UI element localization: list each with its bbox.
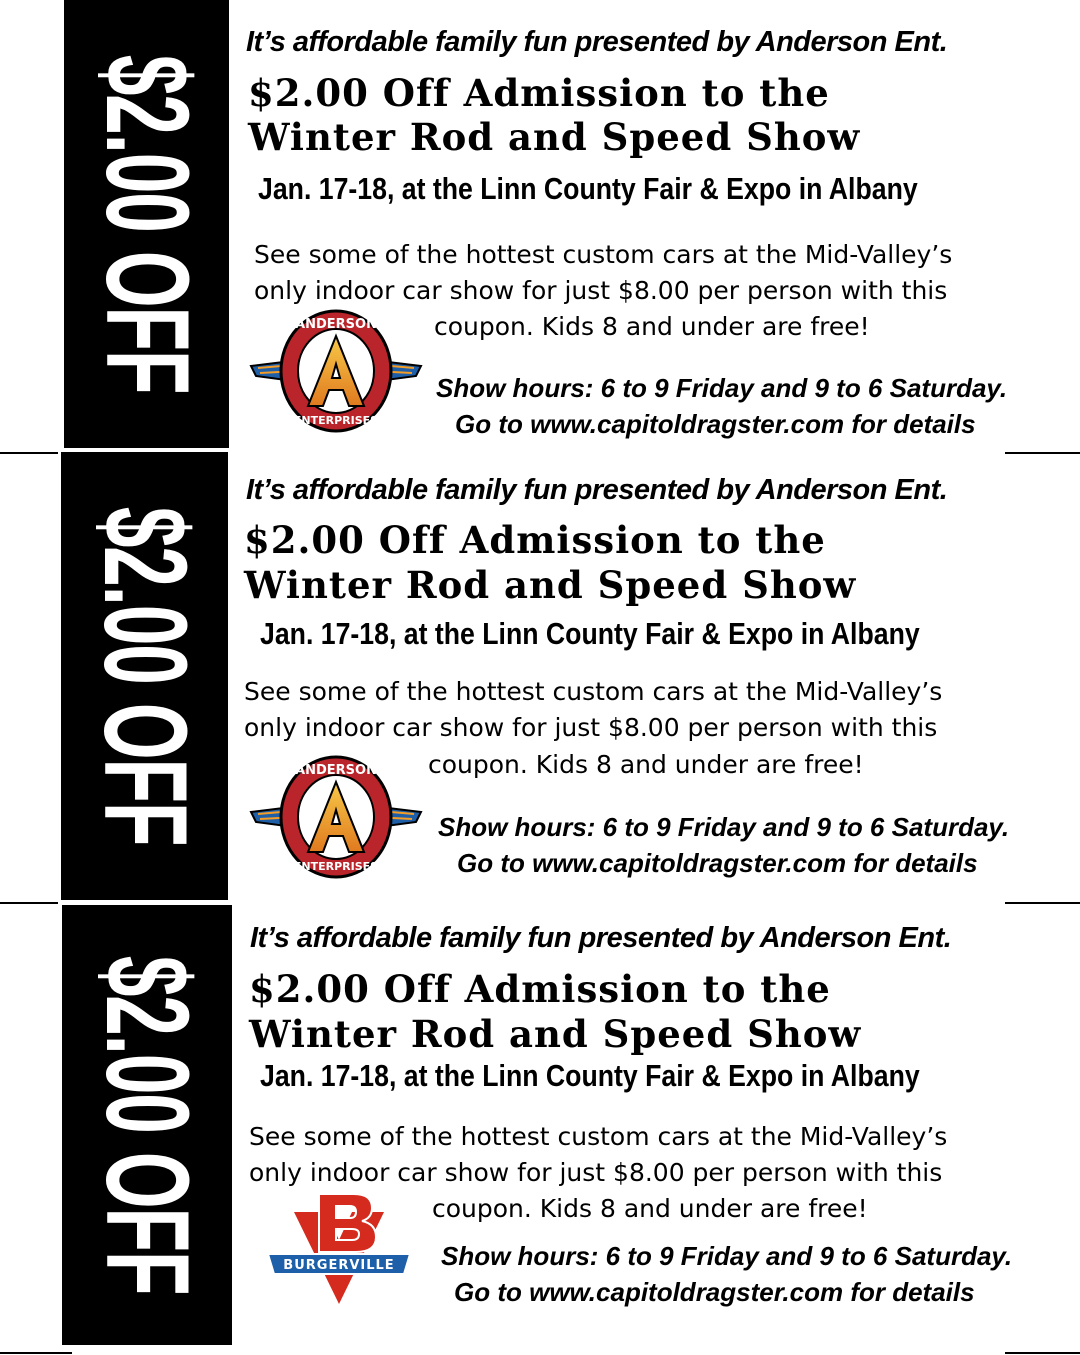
discount-stub (62, 905, 232, 1345)
headline-line-2: Winter Rod and Speed Show (244, 563, 857, 607)
body-line-1: See some of the hottest custom cars at the Mid-Valley’s (249, 1122, 948, 1151)
cut-line-right (1005, 1352, 1080, 1354)
svg-text:ANDERSON: ANDERSON (295, 317, 377, 332)
svg-text:ENTERPRISES: ENTERPRISES (293, 414, 379, 427)
body-line-2: only indoor car show for just $8.00 per person with this (249, 1158, 943, 1187)
svg-text:ANDERSON: ANDERSON (295, 763, 377, 778)
headline-line-2: Winter Rod and Speed Show (249, 1012, 862, 1056)
headline-line-1: $2.00 Off Admission to the (244, 518, 826, 562)
details-link[interactable]: Go to www.capitoldragster.com for details (457, 848, 978, 878)
headline-line-1: $2.00 Off Admission to the (248, 71, 830, 115)
show-hours: Show hours: 6 to 9 Friday and 9 to 6 Saturday. (436, 373, 1008, 403)
burgerville-logo-icon (264, 1192, 414, 1310)
discount-stub-text: $2.00 OFF (81, 955, 213, 1295)
show-hours: Show hours: 6 to 9 Friday and 9 to 6 Saturday. (441, 1241, 1013, 1271)
discount-stub-text: $2.00 OFF (80, 54, 213, 394)
tagline: It’s affordable family fun presented by Anderson Ent. (246, 26, 948, 58)
headline-line-2: Winter Rod and Speed Show (248, 115, 861, 159)
body-line-1: See some of the hottest custom cars at the Mid-Valley’s (244, 677, 943, 706)
show-hours: Show hours: 6 to 9 Friday and 9 to 6 Saturday. (438, 812, 1010, 842)
body-line-3: coupon. Kids 8 and under are free! (434, 312, 870, 341)
event-dates: Jan. 17-18, at the Linn County Fair & Expo in Albany (260, 1058, 920, 1093)
svg-text:ENTERPRISES: ENTERPRISES (293, 860, 379, 873)
body-line-2: only indoor car show for just $8.00 per person with this (244, 713, 938, 742)
details-link[interactable]: Go to www.capitoldragster.com for details (455, 409, 976, 439)
details-link[interactable]: Go to www.capitoldragster.com for details (454, 1277, 975, 1307)
body-line-2: only indoor car show for just $8.00 per person with this (254, 276, 948, 305)
tagline: It’s affordable family fun presented by Anderson Ent. (250, 922, 952, 954)
cut-line-left (0, 1352, 72, 1354)
tagline: It’s affordable family fun presented by Anderson Ent. (246, 474, 948, 506)
body-line-1: See some of the hottest custom cars at the Mid-Valley’s (254, 240, 953, 269)
headline-line-1: $2.00 Off Admission to the (249, 967, 831, 1011)
body-line-3: coupon. Kids 8 and under are free! (428, 750, 864, 779)
discount-stub-text: $2.00 OFF (78, 506, 211, 846)
event-dates: Jan. 17-18, at the Linn County Fair & Expo in Albany (258, 171, 918, 206)
body-line-3: coupon. Kids 8 and under are free! (432, 1194, 868, 1223)
event-dates: Jan. 17-18, at the Linn County Fair & Expo in Albany (260, 616, 920, 651)
svg-text:BURGERVILLE: BURGERVILLE (283, 1258, 395, 1273)
